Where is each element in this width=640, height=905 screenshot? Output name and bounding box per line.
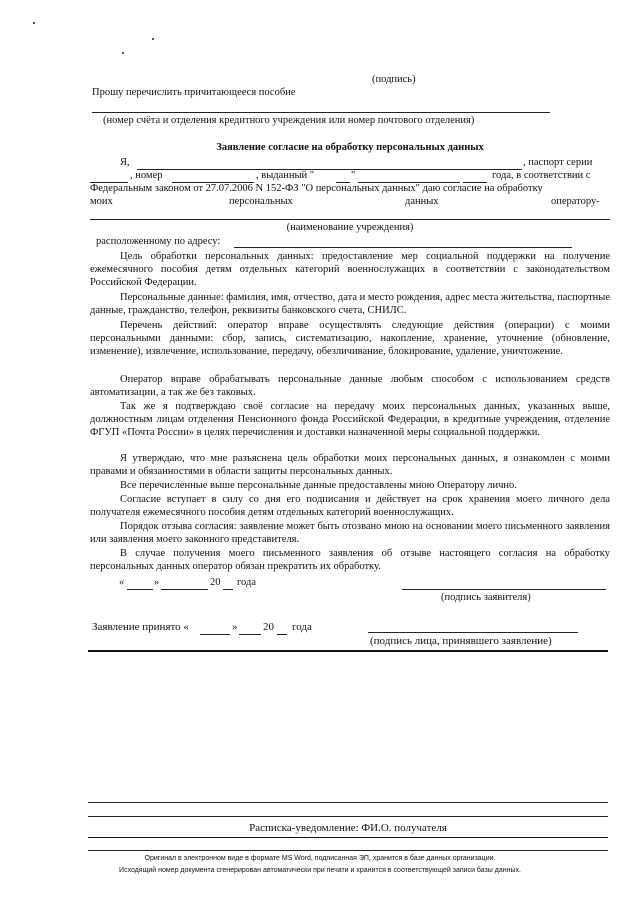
section-divider	[88, 650, 608, 652]
intro-passport-series: , паспорт серии	[523, 157, 593, 168]
receipt-title: Расписка-уведомление: ФИ.О. получателя	[249, 822, 447, 834]
receipt-rule	[88, 816, 608, 817]
address-field[interactable]	[234, 247, 572, 248]
account-line[interactable]	[92, 112, 550, 113]
scan-speck	[122, 52, 124, 54]
receiver-signature-field[interactable]	[368, 632, 578, 633]
intro-number: , номер	[130, 170, 163, 181]
scan-speck	[152, 38, 154, 40]
date-day-field[interactable]	[127, 589, 153, 590]
paragraph-personal-data: Персональные данные: фамилия, имя, отчество, дата и место рождения, адрес места жительства, паспортные данные, гражданство, телефон, реквизиты банковского счета, СНИЛС.	[90, 292, 610, 316]
paragraph-transfer: Так же я подтверждаю своё согласие на передачу моих персональных данных, указанных выше, должностным лицам отделения Пенсионного фонда Российской Федерации, в кредитные учреждения, отделение ФГУП «Почта России» в целях перечисления и доставки назначенной меры социальной поддержки.	[90, 401, 610, 438]
paragraph-provided: Все перечисленные выше персональные данные предоставлены мною Оператору лично.	[120, 480, 517, 491]
intro-i: Я,	[120, 157, 130, 168]
footer-note-original: Оригинал в электронном виде в формате MS Word, подписанная ЭП, хранится в базе данных организации.	[144, 855, 496, 862]
fullname-field[interactable]	[137, 169, 522, 170]
date-month-field[interactable]	[161, 589, 208, 590]
paragraph-acknowledge: Я утверждаю, что мне разъяснена цель обработки моих персональных данных, я ознакомлен с моими правами и обязанностями в области защиты персональных данных.	[90, 453, 610, 477]
accepted-month-field[interactable]	[239, 634, 261, 635]
date-open-quote: «	[119, 577, 125, 588]
intro-word-data: данных	[405, 196, 439, 207]
receiver-signature-caption: (подпись лица, принявшего заявление)	[370, 635, 552, 647]
institution-caption: (наименование учреждения)	[286, 222, 414, 233]
document-title: Заявление согласие на обработку персональных данных	[216, 142, 484, 153]
accepted-year-field[interactable]	[277, 634, 287, 635]
account-caption: (номер счёта и отделения кредитного учреждения или номер почтового отделения)	[103, 115, 475, 126]
address-label: расположенному по адресу:	[96, 236, 221, 247]
applicant-signature-caption: (подпись заявителя)	[441, 592, 531, 603]
date-year-word: года	[237, 577, 256, 588]
paragraph-stop-processing: В случае получения моего письменного заявления об отзыве настоящего согласия на обработку персональных данных оператор обязан прекратить их обработку.	[90, 548, 610, 572]
paragraph-validity: Согласие вступает в силу со дня его подписания и действует на срок хранения моего личного дела получателя ежемесячного пособия детям отдельных категорий военнослужащих.	[90, 494, 610, 518]
paragraph-actions: Перечень действий: оператор вправе осуществлять следующие действия (операции) с моими персональными данными: сбор, запись, систематизацию, накопление, хранение, уточнение (обновление, изменение), извлечение, использование, передачу, обезличивание, блокирование, удаление, уничтожение.	[90, 320, 610, 357]
accepted-year-word: года	[292, 621, 312, 633]
signature-caption-top: (подпись)	[372, 74, 416, 85]
accepted-label: Заявление принято «	[92, 621, 189, 633]
date-year-prefix: 20	[210, 577, 221, 588]
date-year-field[interactable]	[223, 589, 233, 590]
intro-word-personal: персональных	[229, 196, 293, 207]
date-close-quote: »	[154, 577, 160, 588]
paragraph-purpose: Цель обработки персональных данных: предоставление мер социальной поддержки на получение ежемесячного пособия детям отдельных категорий военнослужащих в соответствии с законодательством Российской Федерации.	[90, 251, 610, 288]
intro-word-operator: оператору-	[551, 196, 600, 207]
accepted-year-prefix: 20	[263, 621, 274, 633]
paragraph-automation: Оператор вправе обрабатывать персональные данные любым способом с использованием средств автоматизации, а так же без таковых.	[90, 374, 610, 398]
intro-issued: , выданный "	[256, 170, 315, 181]
intro-word-my: моих	[90, 196, 113, 207]
request-line: Прошу перечислить причитающееся пособие	[92, 87, 296, 98]
applicant-signature-field[interactable]	[402, 589, 606, 590]
receipt-bottom-rule	[88, 837, 608, 838]
footer-note-number: Исходящий номер документа сгенерирован автоматически при печати и хранится в соответствующей записи базы данных.	[119, 867, 521, 874]
accepted-close-quote: »	[232, 621, 238, 633]
intro-year-accordance: года, в соответствии с	[492, 170, 591, 181]
intro-quote: "	[351, 170, 356, 181]
intro-federal-law: Федеральным законом от 27.07.2006 N 152-ФЗ "О персональных данных" даю согласие на обработку	[90, 183, 543, 194]
institution-field[interactable]	[90, 219, 610, 220]
receipt-top-rule	[88, 802, 608, 803]
accepted-day-field[interactable]	[200, 634, 230, 635]
paragraph-revocation: Порядок отзыва согласия: заявление может быть отозвано мною на основании моего письменного заявления или заявления моего законного представителя.	[90, 521, 610, 545]
scan-speck	[33, 22, 35, 24]
footer-rule	[88, 850, 608, 851]
